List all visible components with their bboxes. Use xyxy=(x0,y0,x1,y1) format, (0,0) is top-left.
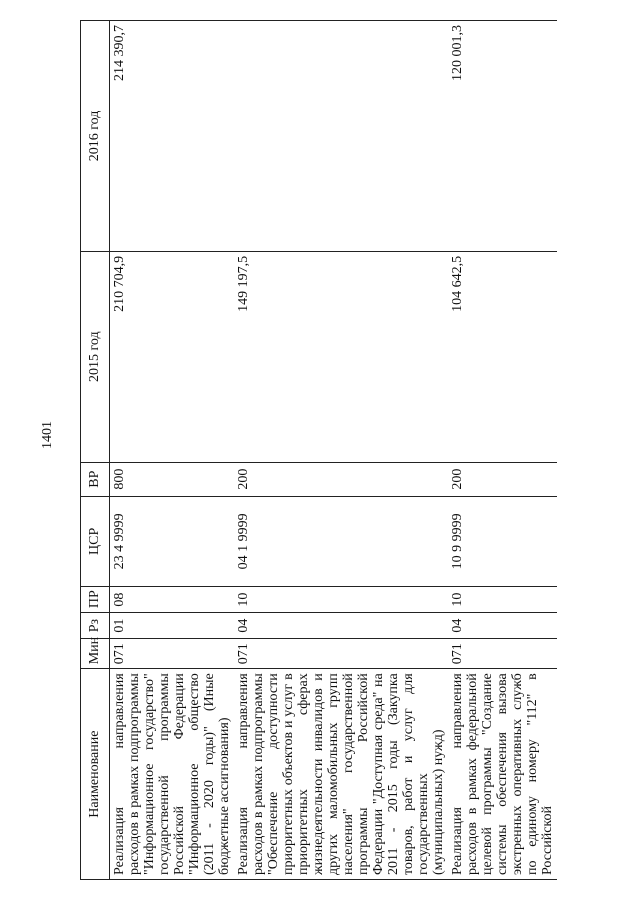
row-pr: 10 xyxy=(448,587,557,613)
header-pr: ПР xyxy=(81,587,110,613)
row-name: Реализация направления расходов в рамках подпрограммы "Информационное государство" государственной программы Российской Федерации "Информационное общество (2011 - 2020 годы)" (Иные бюджетные ассигнования) xyxy=(110,669,235,880)
table-row xyxy=(110,21,235,880)
table-header-row xyxy=(81,21,110,880)
row-pr: 10 xyxy=(234,587,448,613)
row-2015: 149 197,5 xyxy=(234,251,448,462)
row-csr: 04 1 9999 xyxy=(234,496,448,586)
row-min: 071 xyxy=(448,639,557,669)
row-2015: 104 642,5 xyxy=(448,251,557,462)
page-number: 1401 xyxy=(40,421,55,449)
header-csr: ЦСР xyxy=(81,496,110,586)
header-name: Наименование xyxy=(81,669,110,880)
row-vr: 200 xyxy=(448,462,557,496)
row-vr: 200 xyxy=(234,462,448,496)
row-name: Реализация направления расходов в рамках подпрограммы "Обеспечение доступности приоритетных объектов и услуг в приоритетных сферах жизнедеятельности инвалидов и других маломобильных групп населения" государственной программы Российской Федерации "Доступная среда" на 2011 - 2015 годы (Закупка товаров, работ и услуг для государственных (муниципальных) нужд) xyxy=(234,669,448,880)
budget-table xyxy=(80,20,557,880)
table-row xyxy=(448,21,557,880)
header-rz: Рз xyxy=(81,613,110,639)
row-vr: 800 xyxy=(110,462,235,496)
row-csr: 23 4 9999 xyxy=(110,496,235,586)
header-2015: 2015 год xyxy=(81,251,110,462)
row-rz: 04 xyxy=(448,613,557,639)
row-2016: 214 390,7 xyxy=(110,21,235,252)
row-rz: 01 xyxy=(110,613,235,639)
row-csr: 10 9 9999 xyxy=(448,496,557,586)
row-2016 xyxy=(234,21,448,252)
row-2016: 120 001,3 xyxy=(448,21,557,252)
row-min: 071 xyxy=(234,639,448,669)
row-rz: 04 xyxy=(234,613,448,639)
header-2016: 2016 год xyxy=(81,21,110,252)
header-min: Мин xyxy=(81,639,110,669)
row-2015: 210 704,9 xyxy=(110,251,235,462)
rotated-table-container xyxy=(80,20,600,880)
row-pr: 08 xyxy=(110,587,235,613)
header-vr: ВР xyxy=(81,462,110,496)
row-min: 071 xyxy=(110,639,235,669)
table-row xyxy=(234,21,448,880)
row-name: Реализация направления расходов в рамках федеральной целевой программы "Создание системы обеспечения вызова экстренных оперативных служб по единому номеру "112" в Российской xyxy=(448,669,557,880)
